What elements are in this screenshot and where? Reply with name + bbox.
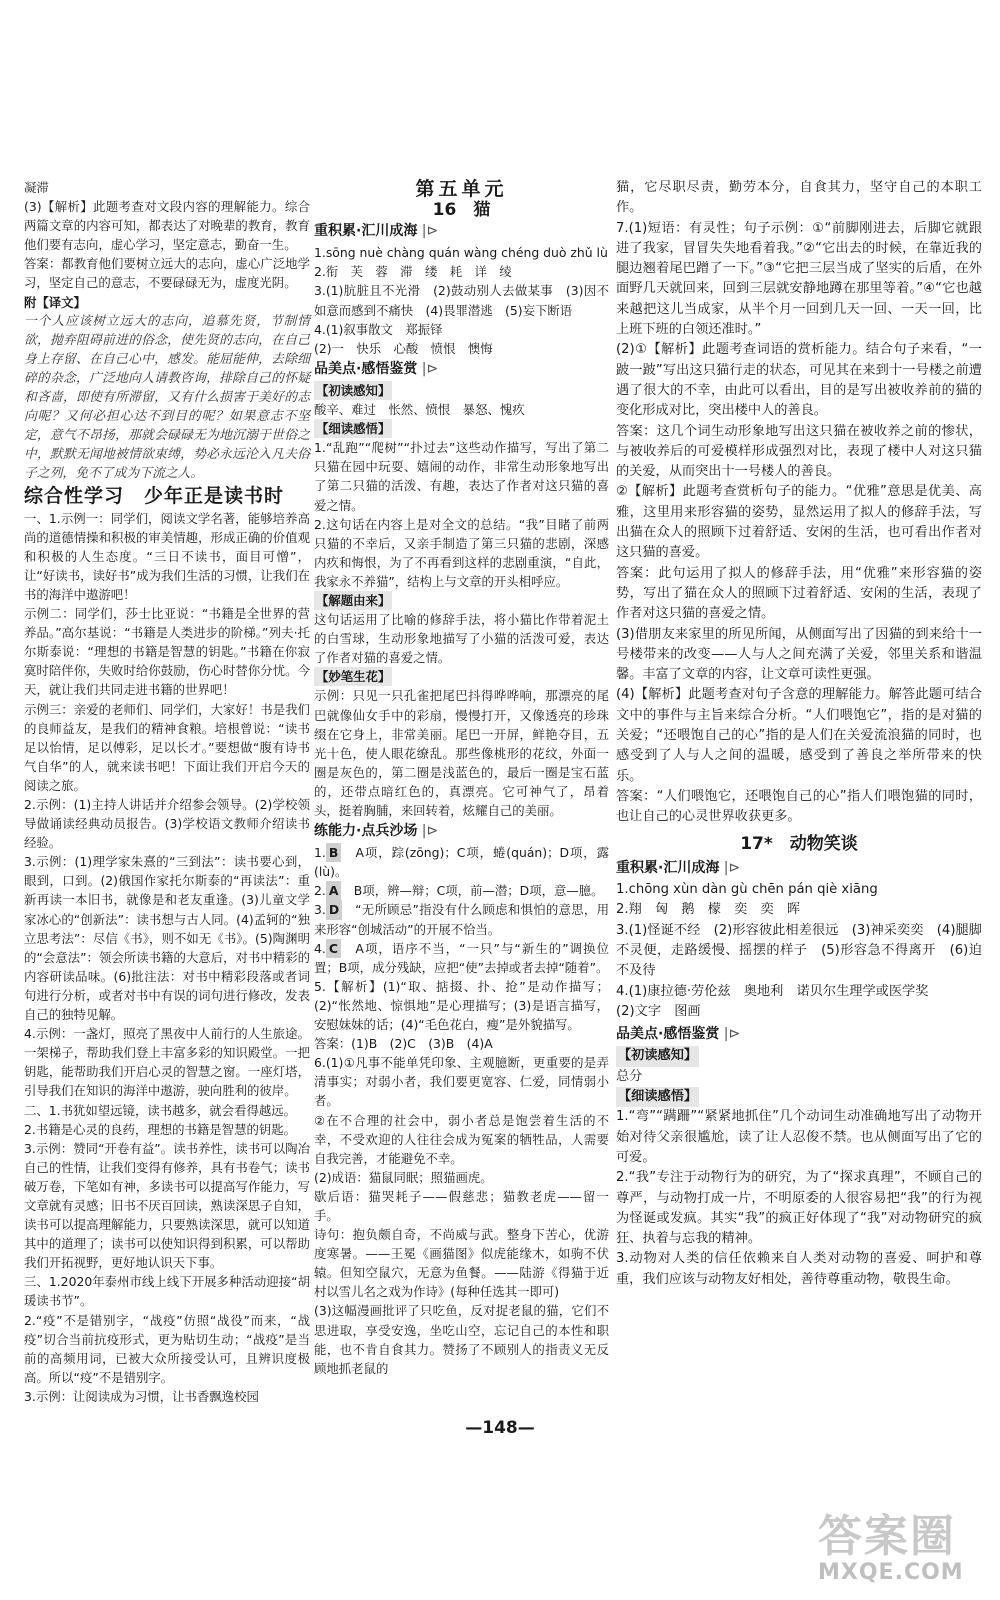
- text-paragraph: 附【译文】: [24, 294, 86, 310]
- subsection-tag-row: [314, 591, 609, 610]
- text-paragraph: 3. D “无所顾忌”指没有什么顾虑和惧怕的意思，用来形容“创城活动”的开展不恰当。: [314, 902, 609, 937]
- text-paragraph: 2.“我”专注于动物行为的研究，为了“探求真理”，不顾自己的尊严，与动物打成一片，不明原委的人很容易把“我”的行为视为怪诞或发疯。其实“我”的疯正好体现了“我”对动物研究的疯狂、执着与忘我的精神。: [616, 1170, 982, 1247]
- text-paragraph: 3.动物对人类的信任依赖来自人类对动物的喜爱、呵护和尊重，我们应该与动物友好相处，善待尊重动物，敬畏生命。: [616, 1251, 982, 1287]
- text-paragraph: 诗句：抱负颇自奇，不尚威与武。整身下苦心，优游度寒暑。——王冕《画猫图》似虎能缘木，如驹不伏辕。但知空鼠穴，无意为鱼餐。——陆游《得猫于近村以雪儿名之戏为作诗》(每种任选其一即可): [314, 1227, 609, 1300]
- text-paragraph: 4.(1)叙事散文 郑振铎: [314, 321, 443, 337]
- text-paragraph: 2.衔 芙 蓉 滞 缕 耗 详 绫: [314, 264, 512, 280]
- text-paragraph: 4.(1)康拉德·劳伦兹 奥地利 诺贝尔生理学或医学奖: [616, 983, 929, 999]
- page-number: —148—: [465, 1418, 535, 1438]
- answer-choice-badge: B: [326, 843, 341, 862]
- lesson-title: 17* 动物笑谈: [740, 833, 858, 854]
- section-heading: 重积累·汇川成海 |⊳: [314, 222, 609, 241]
- text-paragraph: 1.“乱跑”“爬树”“扑过去”这些动作描写，写出了第二只猫在园中玩耍、嬉闹的动作，非常生动形象地写出了第二只猫的活泼、有趣，表达了作者对这只猫的喜爱之情。: [314, 440, 609, 513]
- text-paragraph: (3)借朋友来家里的所见所闻，从侧面写出了因猫的到来给十一号楼带来的改变——人与人之间充满了关爱，邻里关系和谐温馨。丰富了文章的内容，让文章可读性更强。: [616, 626, 982, 683]
- text-paragraph: 示例三：亲爱的老师们、同学们，大家好！书是我们的良师益友，是我们的精神食粮。培根曾说：“读书足以怡情，足以傅彩，足以长才。”要想做“腹有诗书气自华”的人，就来读书吧！下面让我们开启今天的阅读之旅。: [24, 701, 310, 793]
- text-paragraph: 1.sōng nuè chàng quán wàng chéng duò zhǔ lù: [314, 245, 608, 261]
- subsection-tag: 【初读感知】: [616, 1046, 699, 1066]
- text-paragraph: 2.“疫”不是错别字，“战疫”仿照“战役”而来，“战疫”切合当前抗疫形式，更为贴切生动；“战疫”是当前的高频用词，已被大众所接受认可，且辨识度极高。所以“疫”不是错别字。: [24, 1312, 310, 1385]
- text-paragraph: 1.“弯”“蹒跚”“紧紧地抓住”几个动词生动准确地写出了动物开始对待父亲很尴尬，读了让人忍俊不禁。也从侧面写出了它的可爱。: [616, 1109, 982, 1165]
- text-paragraph: 3.示例：让阅读成为习惯，让书香飘逸校园: [24, 1388, 259, 1404]
- subsection-tag: 【初读感知】: [314, 381, 392, 400]
- text-paragraph: 2. A B项，辨—辩；C项，前—潜；D项，意—臆。: [314, 881, 609, 900]
- subsection-tag-row: [314, 419, 609, 438]
- lesson-title: 16 猫: [432, 200, 491, 221]
- left-column: [24, 178, 310, 1406]
- middle-column: [314, 178, 609, 1378]
- text-paragraph: 答案：都教育他们要树立远大的志向，虚心广泛地学习，坚定自己的意志，不要碌碌无为，虚度光阴。: [24, 256, 310, 291]
- section-title: 综合性学习 少年正是读书时: [24, 484, 285, 507]
- subsection-tag: 【妙笔生花】: [314, 667, 392, 686]
- text-paragraph: 示例二：同学们，莎士比亚说：“书籍是全世界的营养品。”高尔基说：“书籍是人类进步的阶梯。”列夫·托尔斯泰说：“理想的书籍是智慧的钥匙。”书籍在你寂寞时陪伴你，失败时给你鼓励，伤心时替你分忧。今天，就让我们共同走进书籍的世界吧！: [24, 606, 310, 698]
- text-paragraph: 这句话运用了比喻的修辞手法，将小猫比作带着泥土的白雪球，生动形象地描写了小猫的活泼可爱，表达了作者对猫的喜爱之情。: [314, 612, 609, 666]
- answer-choice-badge: C: [326, 939, 341, 958]
- section-heading: 练能力·点兵沙场 |⊳: [314, 822, 609, 841]
- text-paragraph: (4)【解析】此题考查对句子含意的理解能力。解答此题可结合文中的事件与主旨来综合分析。“人们喂饱它”，指的是对猫的关爱；“还喂饱自己的心”指的是人们在关爱流浪猫的同时，也感受到了人与人之间的温暖，感受到了善良之举所带来的快乐。: [616, 687, 982, 784]
- text-paragraph: (3)【解析】此题考查对文段内容的理解能力。综合两篇文章的内容可知，都表达了对晚辈的教育，教育他们要有志向，虚心学习，坚定意志，勤奋一生。: [24, 199, 310, 253]
- text-paragraph: 1. B A项，踪(zōng)；C项，蜷(quán)；D项，露(lù)。: [314, 845, 609, 880]
- text-paragraph: ②在不合理的社会中，弱小者总是饱尝着生活的不幸，不受欢迎的人往往会成为冤案的牺牲品，人需要自我完善，才能避免不幸。: [314, 1112, 609, 1166]
- text-paragraph: 7.(1)短语：有灵性；句子示例：①“前脚刚进去，后脚它就跟进了我家，冒冒失失地看着我。”②“它出去的时候，在靠近我的腿边翘着尾巴蹭了一下。”③“它把三层当成了坚实的后盾，在外面野几天就回来，回到三层就安静地蹲在那里等着。”④“它也越来越把这儿当成家，从半个月一回到几天一回、一天一回，比上班下班的白领还准时。”: [616, 220, 982, 338]
- watermark-logo: [818, 1500, 988, 1595]
- text-paragraph: 答案：(1)B (2)C (3)B (4)A: [314, 1036, 493, 1052]
- text-paragraph: 猫，它尽职尽责，勤劳本分，自食其力，坚守自己的本职工作。: [616, 180, 982, 216]
- right-column: [616, 178, 982, 1290]
- text-paragraph: 2.这句话在内容上是对全文的总结。“我”目睹了前两只猫的不幸后，又亲手制造了第三只猫的悲剧，深感内疚和悔恨，为了不再看到这样的悲剧重演，“自此，我家永不养猫”，结构上与文章的开头相呼应。: [314, 516, 609, 589]
- subsection-tag-row: [616, 1046, 982, 1066]
- answer-choice-badge: A: [326, 881, 342, 900]
- subsection-tag-row: [314, 667, 609, 686]
- text-paragraph: 2.翔 匈 鹅 檬 奕 奕 晖: [616, 902, 801, 918]
- subsection-tag: 【细读感悟】: [314, 419, 392, 438]
- text-paragraph: 4. C A项，语序不当，“一只”与“新生的”调换位置；B项，成分残缺，应把“使”去掉或者去掉“随着”。: [314, 940, 609, 975]
- text-paragraph: (2)文字 图画: [616, 1003, 701, 1019]
- text-paragraph: 总分: [616, 1068, 643, 1084]
- section-heading: 重积累·汇川成海 |⊳: [616, 858, 982, 878]
- text-paragraph: 答案：此句运用了拟人的修辞手法，用“优雅”来形容猫的姿势，写出了猫在众人的照顾下过着舒适、安闲的生活，表现了作者对这只猫的喜爱之情。: [616, 565, 982, 622]
- watermark-text: 答案圈: [818, 1511, 956, 1562]
- text-paragraph: ②【解析】此题考查赏析句子的能力。“优雅”意思是优美、高雅，这里用来形容猫的姿势，显然运用了拟人的修辞手法，写出猫在众人的照顾下过着舒适、安闲的生活，也可看出作者对这只猫的喜爱。: [616, 484, 982, 561]
- answer-choice-badge: D: [326, 900, 342, 919]
- text-paragraph: 答案：“人们喂饱它，还喂饱自己的心”指人们喂饱猫的同时，也让自己的心灵世界收获更多。: [616, 788, 982, 825]
- text-paragraph: (2)①【解析】此题考查词语的赏析能力。结合句子来看，“一跛一跛”写出这只猫行走的状态，可见其在来到十一号楼之前遭遇了很大的不幸，由此可以看出，目的是写出被收养前的猫的变化形成对比，突出楼中人的善良。: [616, 342, 982, 419]
- text-paragraph: (2)一 快乐 心酸 愤恨 懊悔: [314, 340, 493, 356]
- subsection-tag: 【细读感悟】: [616, 1087, 699, 1107]
- text-paragraph: 1.chōng xùn dàn gù chēn pán qiè xiāng: [616, 882, 878, 898]
- text-paragraph: 2.示例：(1)主持人讲话并介绍参会领导。(2)学校领导做诵读经典动员报告。(3)学校语文教师介绍读书经验。: [24, 797, 310, 851]
- text-paragraph: 一、1.示例一：同学们，阅读文学名著，能够培养高尚的道德情操和积极的审美情趣，形成正确的价值观和积极的人生态度。“三日不读书，面目可憎”，让“好读书，读好书”成为我们生活的习惯，让我们在书的海洋中遨游吧！: [24, 510, 310, 602]
- text-paragraph: 4.示例：一盏灯，照亮了黑夜中人前行的人生旅途。一架梯子，帮助我们登上丰富多彩的知识殿堂。一把钥匙，能帮助我们开启心灵的智慧之窗。一座灯塔，引导我们在知识的海洋中遨游，驶向胜利的彼岸。: [24, 1026, 310, 1099]
- subsection-tag: 【解题由来】: [314, 591, 392, 610]
- text-paragraph: 6.(1)①凡事不能单凭印象、主观臆断，更重要的是弄清事实；对弱小者，我们要更宽容、仁爱，同情弱小者。: [314, 1055, 609, 1109]
- text-paragraph: 3.(1)怪诞不经 (2)形容彼此相差很远 (3)神采奕奕 (4)腿脚不灵便，走路缓慢、摇摆的样子 (5)形容急不得离开 (6)迫不及待: [616, 922, 982, 979]
- text-paragraph: 5.【解析】(1)“取、掂掇、扑、抢”是动作描写；(2)“怅然地、惊惧地”是心理描写；(3)是语言描写，安慰妹妹的话；(4)“毛色花白，瘦”是外貌描写。: [314, 978, 609, 1033]
- unit-title: 第五单元: [415, 178, 508, 200]
- text-paragraph: 歇后语：猫哭耗子——假慈悲；猫教老虎——留一手。: [314, 1188, 609, 1223]
- text-paragraph: 一个人应该树立远大的志向，追慕先贤，节制情欲，抛弃阻碍前进的俗念，使先贤的志向，在自己身上存留、在自己心中，感发。能屈能伸，去除细碎的杂念，广泛地向人请教咨询，排除自己的怀疑和吝啬，即使有所滞留，又有什么损害于美好的志向呢？又何必担心达不到目的呢？如果意志不坚定，意气不昂扬，那就会碌碌无为地沉溺于世俗之中，默默无闻地被情欲束缚，势必永远沦入凡夫俗子之列，免不了成为下流之人。: [24, 313, 310, 482]
- text-paragraph: 3.(1)肮脏且不光滑 (2)鼓动别人去做某事 (3)因不如意而感到不痛快 (4)畏罪潜逃 (5)妄下断语: [314, 283, 609, 318]
- text-paragraph: 二、1.书犹如望远镜，读书越多，就会看得越远。: [24, 1102, 297, 1118]
- text-paragraph: (3)这幅漫画批评了只吃鱼，反对捉老鼠的猫，它们不思进取，享受安逸，坐吃山空，忘记自己的本性和职能，也不肯自食其力。赞扬了不顾别人的指责义无反顾地抓老鼠的: [314, 1303, 609, 1376]
- text-paragraph: 答案：这几个词生动形象地写出这只猫在被收养之前的惨状，与被收养后的可爱模样形成强烈对比，表现了楼中人对这只猫的关爱，从而突出十一号楼人的善良。: [616, 423, 982, 480]
- text-paragraph: 3.示例：赞同“开卷有益”。读书养性，读书可以陶冶自己的性情，让我们变得有修养，具有书卷气；读书破万卷，下笔如有神，多读书可以提高写作能力，写文章就有灵感；旧书不厌百回读，熟读深思子自知，读书可以提高理解能力，只要熟读深思，就可以知道其中的道理了；读书可以使知识得到积累，可以帮助我们开拓视野，更好地认识天下事。: [24, 1140, 310, 1271]
- section-heading: 品美点·感悟鉴赏 |⊳: [314, 360, 609, 379]
- section-heading: 品美点·感悟鉴赏 |⊳: [616, 1024, 982, 1044]
- subsection-tag-row: [616, 1087, 982, 1107]
- text-paragraph: 酸辛、难过 怅然、愤恨 暴怒、愧疚: [314, 402, 525, 418]
- watermark-url: MXQE.COM: [818, 1560, 964, 1585]
- text-paragraph: 凝滞: [24, 180, 49, 195]
- subsection-tag-row: [314, 381, 609, 400]
- text-paragraph: 示例：只见一只孔雀把尾巴抖得哗哗响，那漂亮的尾巴就像仙女手中的彩扇，慢慢打开，又像透亮的珍珠缀在它身上，非常美丽。尾巴一开屏，鲜艳夺目，五光十色，使人眼花缭乱。那些像桃形的花纹，外面一圈是灰色的，第二圈是浅蓝色的，最后一圈是宝石蓝的，还带点暗红色的，真漂亮。它可神气了，昂着头，挺着胸脯，来回转着，炫耀自己的美丽。: [314, 688, 609, 818]
- text-paragraph: 2.书籍是心灵的良药，理想的书籍是智慧的钥匙。: [24, 1121, 297, 1137]
- text-paragraph: 3.示例：(1)理学家朱熹的“三到法”：读书要心到，眼到，口到。(2)俄国作家托尔斯泰的“再读法”：重新再读一本旧书，就像是和老友重逢。(3)儿童文学家冰心的“创新法”：读书想与古人同。(4)孟轲的“独立思考法”：尽信《书》，则不如无《书》。(5)陶渊明的“会意法”：领会所读书籍的大意后，对书中精彩的内容研读品味。(6)批注法：对书中精彩段落或者词句进行分析，或者对书中有误的词句进行修改，发表自己的独特见解。: [24, 854, 310, 1023]
- text-paragraph: 三、1.2020年泰州市线上线下开展多种活动迎接“胡瑗读书节”。: [24, 1274, 310, 1309]
- text-paragraph: (2)成语：猫鼠同眠；照猫画虎。: [314, 1169, 493, 1185]
